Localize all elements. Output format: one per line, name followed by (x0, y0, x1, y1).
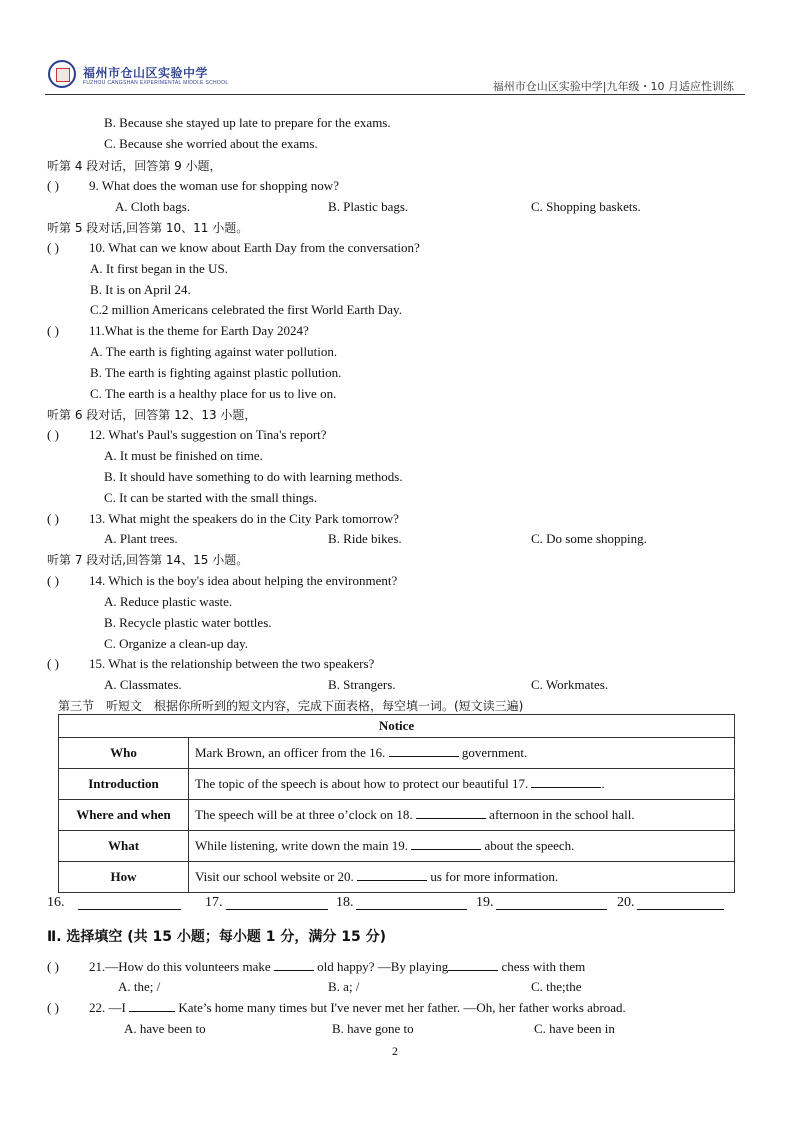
q22-blank[interactable] (129, 1011, 175, 1012)
q12-option-a: A. It must be finished on time. (104, 448, 263, 463)
answer-20-label: 20. (617, 895, 635, 910)
dialogue-5-instruction: 听第 5 段对话,回答第 10、11 小题。 (47, 221, 249, 235)
q13-option-c: C. Do some shopping. (531, 531, 647, 546)
q14-option-c: C. Organize a clean-up day. (104, 636, 249, 651)
blank-18[interactable] (416, 818, 486, 819)
q15-stem: 15. What is the relationship between the two speakers? (89, 656, 375, 671)
q14-option-b: B. Recycle plastic water bottles. (104, 615, 272, 630)
table-row (59, 862, 735, 893)
q21-option-b: B. a; / (328, 979, 360, 994)
q15-option-c: C. Workmates. (531, 677, 609, 692)
q13-stem: 13. What might the speakers do in the City Park tomorrow? (89, 511, 399, 526)
row-key: How (59, 862, 189, 893)
q21-option-a: A. the; / (118, 979, 161, 994)
q14-option-a: A. Reduce plastic waste. (104, 594, 233, 609)
school-name-cn: 福州市仓山区实验中学 (83, 66, 209, 80)
school-logo (48, 60, 76, 88)
q11-option-c: C. The earth is a healthy place for us to live on. (90, 386, 337, 401)
table-row (59, 831, 735, 862)
row-key: What (59, 831, 189, 862)
answer-19-label: 19. (476, 895, 494, 910)
q8-option-b: B. Because she stayed up late to prepare for the exams. (104, 115, 391, 130)
q9-stem: 9. What does the woman use for shopping now? (89, 178, 339, 193)
row-key: Who (59, 738, 189, 769)
q10-paren: ( ) (47, 240, 59, 255)
school-name-en: FUZHOU CANGSHAN EXPERIMENTAL MIDDLE SCHOOL (83, 80, 229, 86)
q22-option-a: A. have been to (124, 1021, 206, 1036)
q22-option-b: B. have gone to (332, 1021, 414, 1036)
header-divider (45, 94, 745, 95)
row-value: While listening, write down the main 19. about the speech. (189, 831, 735, 862)
answer-19-line[interactable] (496, 909, 607, 910)
q12-option-c: C. It can be started with the small things. (104, 490, 318, 505)
school-emblem-icon (56, 68, 70, 82)
answer-20-line[interactable] (637, 909, 724, 910)
q11-option-b: B. The earth is fighting against plastic pollution. (90, 365, 342, 380)
q9-option-a: A. Cloth bags. (115, 199, 191, 214)
table-row (59, 738, 735, 769)
answer-16-label: 16. (47, 895, 65, 910)
answer-17-label: 17. (205, 895, 223, 910)
answer-17-line[interactable] (226, 909, 328, 910)
answer-18-label: 18. (336, 895, 354, 910)
blank-17[interactable] (531, 787, 601, 788)
part-3-instruction: 第三节 听短文 根据你所听到的短文内容，完成下面表格，每空填一词。(短文读三遍) (58, 699, 524, 713)
row-key: Where and when (59, 800, 189, 831)
blank-20[interactable] (357, 880, 427, 881)
blank-16[interactable] (389, 756, 459, 757)
q11-paren: ( ) (47, 323, 59, 338)
q8-option-c: C. Because she worried about the exams. (104, 136, 318, 151)
q21-stem: 21.—How do this volunteers make old happy? —By playing chess with them (89, 959, 586, 974)
page-header (45, 56, 749, 96)
q11-stem: 11.What is the theme for Earth Day 2024? (89, 323, 309, 338)
q13-paren: ( ) (47, 511, 59, 526)
section-2-title: Ⅱ. 选择填空 (共 15 小题；每小题 1 分，满分 15 分) (47, 929, 387, 945)
row-value: Visit our school website or 20. us for more information. (189, 862, 735, 893)
dialogue-7-instruction: 听第 7 段对话,回答第 14、15 小题。 (47, 553, 249, 567)
q13-option-b: B. Ride bikes. (328, 531, 402, 546)
q11-option-a: A. The earth is fighting against water pollution. (90, 344, 338, 359)
q13-option-a: A. Plant trees. (104, 531, 178, 546)
q21-option-c: C. the;the (531, 979, 582, 994)
row-value: The topic of the speech is about how to protect our beautiful 17. . (189, 769, 735, 800)
q10-option-b: B. It is on April 24. (90, 282, 191, 297)
notice-table (58, 714, 735, 893)
dialogue-4-instruction: 听第 4 段对话，回答第 9 小题， (47, 159, 222, 173)
q12-stem: 12. What's Paul's suggestion on Tina's report? (89, 427, 327, 442)
q21-paren: ( ) (47, 959, 59, 974)
blank-19[interactable] (411, 849, 481, 850)
q22-paren: ( ) (47, 1000, 59, 1015)
q10-stem: 10. What can we know about Earth Day from the conversation? (89, 240, 420, 255)
q15-paren: ( ) (47, 656, 59, 671)
q22-stem: 22. —I Kate’s home many times but I've never met her father. —Oh, her father works abroad. (89, 1000, 626, 1015)
q22-option-c: C. have been in (534, 1021, 615, 1036)
answer-18-line[interactable] (356, 909, 467, 910)
q15-option-a: A. Classmates. (104, 677, 182, 692)
q14-paren: ( ) (47, 573, 59, 588)
row-key: Introduction (59, 769, 189, 800)
q10-option-a: A. It first began in the US. (90, 261, 228, 276)
q21-blank-1[interactable] (274, 970, 314, 971)
q12-paren: ( ) (47, 427, 59, 442)
q9-option-c: C. Shopping baskets. (531, 199, 641, 214)
q12-option-b: B. It should have something to do with learning methods. (104, 469, 403, 484)
q21-blank-2[interactable] (448, 970, 498, 971)
q14-stem: 14. Which is the boy's idea about helping the environment? (89, 573, 398, 588)
q15-option-b: B. Strangers. (328, 677, 396, 692)
table-row (59, 800, 735, 831)
exam-title: 福州市仓山区实验中学|九年级・10 月适应性训练 (492, 80, 734, 93)
q9-paren: ( ) (47, 178, 59, 193)
row-value: Mark Brown, an officer from the 16. government. (189, 738, 735, 769)
dialogue-6-instruction: 听第 6 段对话，回答第 12、13 小题， (47, 408, 257, 422)
answer-16-line[interactable] (78, 909, 181, 910)
q10-option-c: C.2 million Americans celebrated the first World Earth Day. (90, 302, 402, 317)
table-row (59, 769, 735, 800)
page-number: 2 (392, 1044, 398, 1058)
row-value: The speech will be at three o’clock on 18. afternoon in the school hall. (189, 800, 735, 831)
q9-option-b: B. Plastic bags. (328, 199, 409, 214)
notice-title: Notice (59, 715, 735, 738)
